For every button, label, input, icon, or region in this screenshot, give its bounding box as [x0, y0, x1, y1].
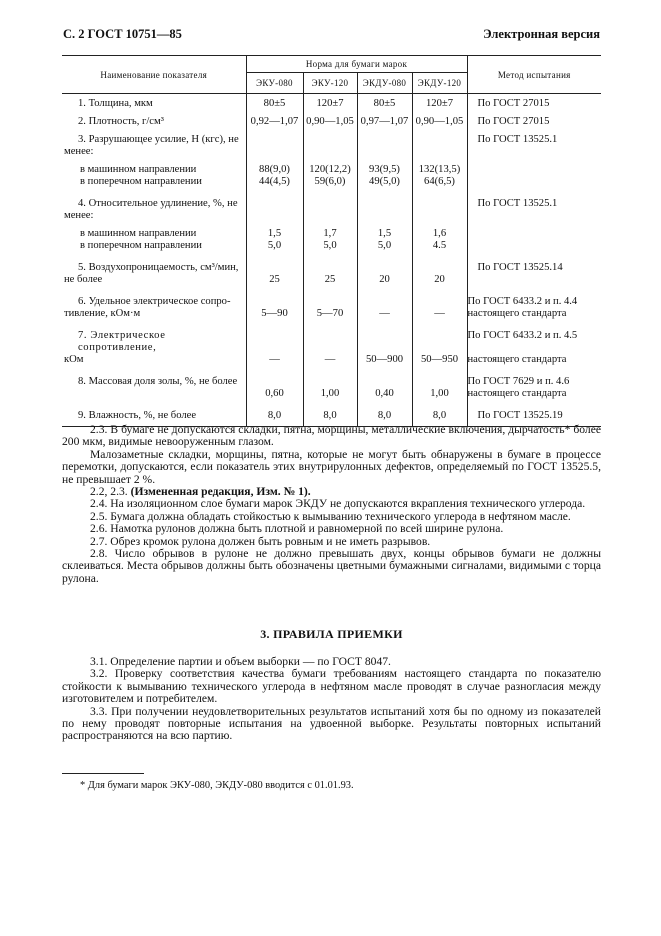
row-value: 120±7 [303, 98, 357, 110]
paragraph-2-6: 2.6. Намотка рулонов должна быть плотной и равномерной по всей ширине рулона. [90, 522, 504, 536]
row-method: По ГОСТ 13525.14 [467, 262, 601, 274]
row-value: 20 [412, 274, 467, 286]
paragraph-2-3: 2.3. В бумаге не допускаются складки, пятна, морщины, металлические включения, дырчатость* более 200 мкм, видимые невооруженным глазом. [62, 423, 601, 449]
row-value: 49(5,0) [357, 176, 412, 188]
table-row [62, 330, 601, 354]
row-name: 8. Массовая доля золы, %, не более [78, 376, 238, 387]
row-name-cont: тивление, кОм·м [64, 308, 141, 319]
row-name-cont: менее: [64, 210, 94, 221]
row-value: 1,00 [412, 388, 467, 400]
paragraph-2-7: 2.7. Обрез кромок рулона должен быть ровным и не иметь разрывов. [90, 534, 431, 548]
row-method-cont: настоящего стандарта [467, 354, 601, 366]
row-value: 0,90—1,05 [412, 116, 467, 128]
row-name: 6. Удельное электрическое сопро- [78, 296, 231, 307]
row-name: 5. Воздухопроницаемость, см³/мин, [78, 262, 239, 273]
row-subname: в машинном направлении [80, 164, 197, 175]
row-name-cont: кОм [64, 354, 84, 365]
row-value: 1,6 [412, 228, 467, 240]
section-title: 3. ПРАВИЛА ПРИЕМКИ [260, 627, 403, 641]
table-row [62, 98, 601, 110]
row-method: По ГОСТ 7629 и п. 4.6 [467, 376, 601, 388]
row-subname: в поперечном направлении [80, 240, 202, 251]
row-value: 4.5 [412, 240, 467, 252]
paragraph-3-2: 3.2. Проверку соответствия качества бумаги требованиям настоящего стандарта по показателю стойкости к вымыванию технического углерода в нефтяном масле проводят в случае разногласия между изготовителем и потребителем. [62, 667, 601, 706]
table-row [62, 198, 601, 210]
header-method: Метод испытания [467, 56, 601, 94]
row-value: 64(6,5) [412, 176, 467, 188]
row-name: 4. Относительное удлинение, %, не [78, 198, 238, 209]
row-value: 88(9,0) [246, 164, 303, 176]
row-value: 0,92—1,07 [246, 116, 303, 128]
row-value: 44(4,5) [246, 176, 303, 188]
row-value: 20 [357, 274, 412, 286]
row-method: По ГОСТ 6433.2 и п. 4.4 [467, 296, 601, 308]
row-value: 59(6,0) [303, 176, 357, 188]
row-subname: в поперечном направлении [80, 176, 202, 187]
row-value: 5,0 [357, 240, 412, 252]
table-row [62, 134, 601, 146]
header-grade: ЭКДУ-120 [412, 73, 467, 94]
row-value: 5,0 [246, 240, 303, 252]
requirements-text [62, 424, 601, 585]
row-method: По ГОСТ 13525.19 [467, 410, 601, 427]
row-value: 80±5 [246, 98, 303, 110]
row-method: По ГОСТ 13525.1 [467, 134, 601, 146]
row-value: 1,5 [246, 228, 303, 240]
row-method: По ГОСТ 27015 [467, 116, 601, 128]
row-value: 25 [303, 274, 357, 286]
header-grade: ЭКУ-080 [246, 73, 303, 94]
paragraph-3-1: 3.1. Определение партии и объем выборки — по ГОСТ 8047. [90, 655, 391, 668]
table-row [62, 116, 601, 128]
row-name: 3. Разрушающее усилие, Н (кгс), не [78, 134, 239, 145]
row-value: 1,7 [303, 228, 357, 240]
paragraph-2-8: 2.8. Число обрывов в рулоне не должно превышать двух, концы обрывов бумаги не должны склеиваться. Места обрывов должны быть обозначены цветными бумажными сигналами, видимыми с торца рулона. [62, 547, 601, 585]
row-value: — [246, 354, 303, 366]
header-norm: Норма для бумаги марок [246, 56, 467, 73]
row-value: 0,90—1,05 [303, 116, 357, 128]
row-method-cont: настоящего стандарта [467, 308, 601, 320]
row-value: 50—950 [412, 354, 467, 366]
table-row [62, 296, 601, 308]
row-method: По ГОСТ 6433.2 и п. 4.5 [467, 330, 601, 354]
row-value: 1,00 [303, 388, 357, 400]
footnote: * Для бумаги марок ЭКУ-080, ЭКДУ-080 вводится с 01.01.93. [80, 780, 354, 791]
row-method: По ГОСТ 13525.1 [467, 198, 601, 210]
page-header-left: С. 2 ГОСТ 10751—85 [63, 27, 182, 41]
row-value: 93(9,5) [357, 164, 412, 176]
row-method: По ГОСТ 27015 [467, 98, 601, 110]
row-value: — [357, 308, 412, 320]
amendment-lead: 2.2, 2.3. [90, 485, 128, 499]
row-value: 5,0 [303, 240, 357, 252]
header-grade: ЭКУ-120 [303, 73, 357, 94]
row-value: 5—70 [303, 308, 357, 320]
row-name-cont: менее: [64, 146, 94, 157]
amendment-bold: (Измененная редакция, Изм. № 1). [130, 485, 311, 499]
row-value: 8,0 [412, 410, 467, 427]
table-row [62, 262, 601, 274]
row-name: 1. Толщина, мкм [78, 98, 153, 109]
row-value: 1,5 [357, 228, 412, 240]
row-name: 7. Электрическое сопротивление, [78, 330, 166, 353]
header-grade: ЭКДУ-080 [357, 73, 412, 94]
row-value: 120±7 [412, 98, 467, 110]
row-value: 0,60 [246, 388, 303, 400]
page-header-right: Электронная версия [483, 27, 600, 41]
row-name-cont: не более [64, 274, 103, 285]
row-name: 9. Влажность, %, не более [78, 410, 197, 421]
acceptance-rules-text [62, 656, 601, 743]
row-subname: в машинном направлении [80, 228, 197, 239]
specification-table [62, 55, 601, 427]
row-value: 0,40 [357, 388, 412, 400]
row-value: 120(12,2) [303, 164, 357, 176]
row-value: 8,0 [357, 410, 412, 427]
row-value: 132(13,5) [412, 164, 467, 176]
row-value: 8,0 [246, 410, 303, 427]
row-name: 2. Плотность, г/см³ [78, 116, 164, 127]
paragraph-2-5: 2.5. Бумага должна обладать стойкостью к вымыванию технического углерода в нефтяном масле. [90, 509, 571, 523]
row-value: 8,0 [303, 410, 357, 427]
header-indicator-name: Наименование показателя [62, 56, 246, 94]
row-value: — [412, 308, 467, 320]
row-value: 50—900 [357, 354, 412, 366]
row-value: 80±5 [357, 98, 412, 110]
row-method-cont: настоящего стандарта [467, 388, 601, 400]
table-row [62, 376, 601, 388]
footnote-divider [62, 773, 144, 774]
row-value: 0,97—1,07 [357, 116, 412, 128]
paragraph-2-4: 2.4. На изоляционном слое бумаги марок ЭКДУ не допускаются вкрапления технического углерода. [90, 497, 586, 511]
row-value: 25 [246, 274, 303, 286]
row-value: — [303, 354, 357, 366]
paragraph-3-3: 3.3. При получении неудовлетворительных результатов испытаний хотя бы по одному из показателей по нему проводят повторные испытания на удвоенной выборке. Результаты повторных испытаний распространяются на всю партию. [62, 704, 601, 743]
paragraph-2-3-cont: Малозаметные складки, морщины, пятна, которые не могут быть обнаружены в бумаге в процессе перемотки, допускаются, если показатель этих внутрирулонных дефектов, определяемый по ГОСТ 13525.5, не превышает 2 %. [62, 447, 601, 486]
row-value: 5—90 [246, 308, 303, 320]
